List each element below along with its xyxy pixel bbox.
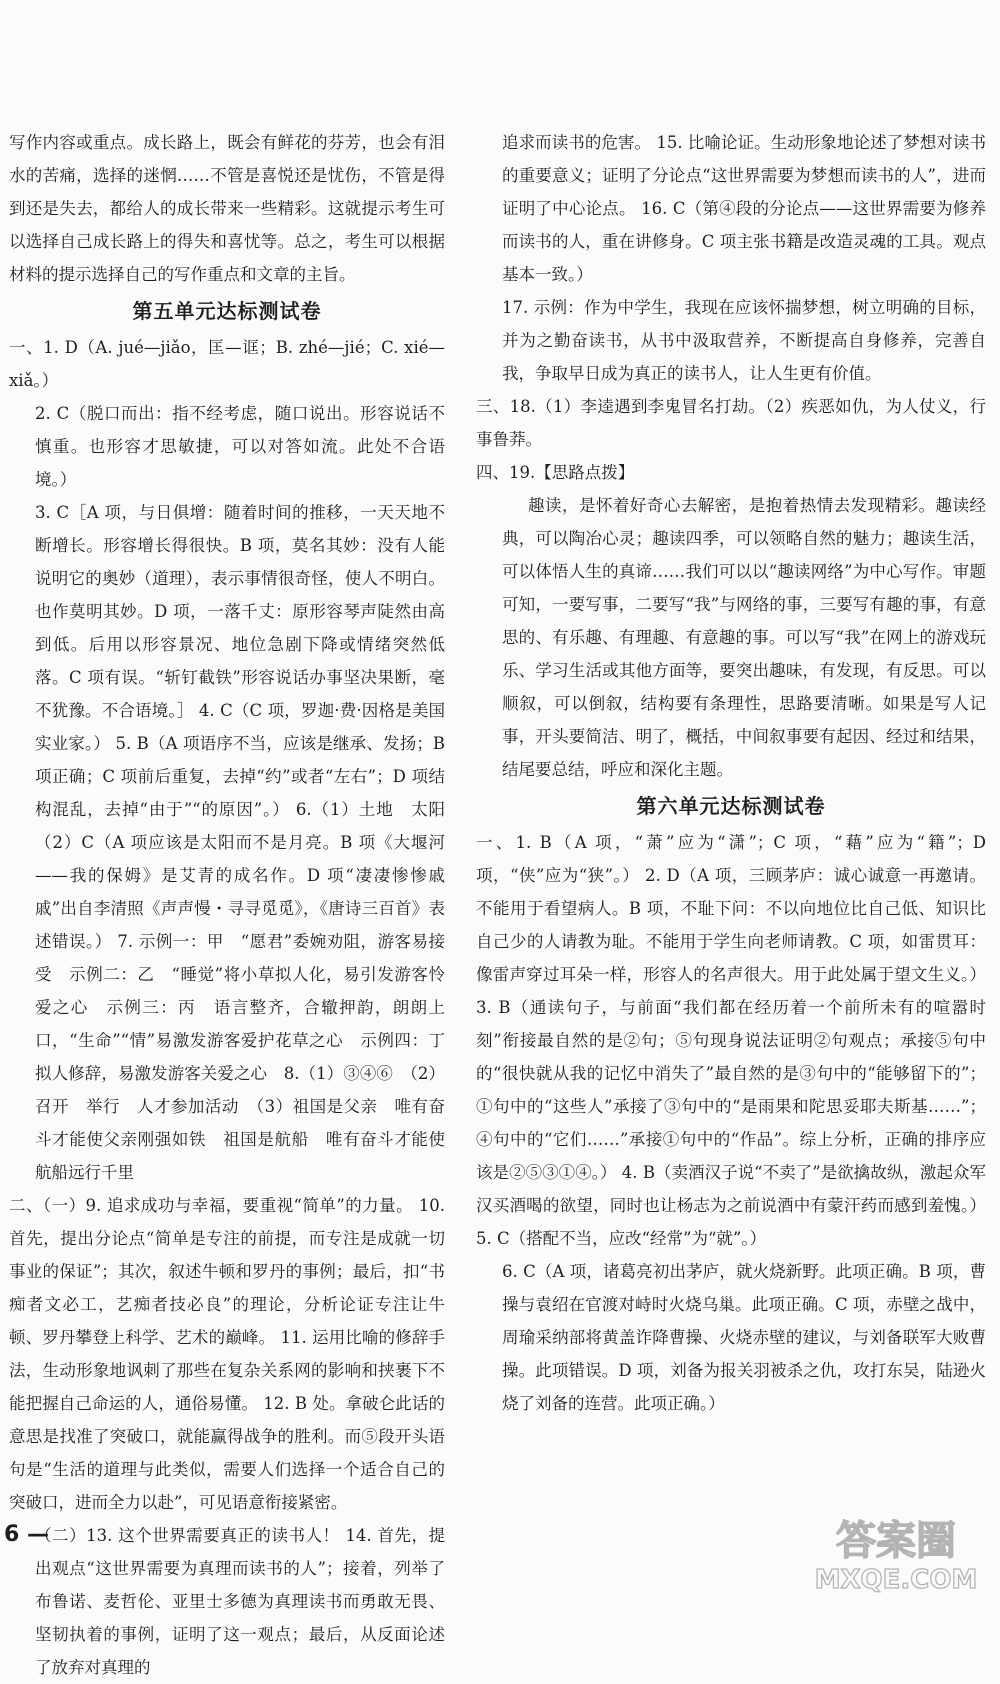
answer-paragraph: 2. C（脱口而出：指不经考虑，随口说出。形容说话不慎重。也形容才思敏捷，可以对答如流。此处不合语境。） [35, 404, 445, 489]
watermark-line1: 答案圈 [836, 1518, 956, 1564]
answer-paragraph: 趣读，是怀着好奇心去解密，是抱着热情去发现精彩。趣读经典，可以陶冶心灵；趣读四季，可以领略自然的魅力；趣读生活，可以体悟人生的真谛……我们可以以“趣读网络”为中心写作。审题可知，一要写事，二要写“我”与网络的事，三要写有趣的事，有意思的、有乐趣、有理趣、有意趣的事。可以写“我”在网上的游戏玩乐、学习生活或其他方面等，要突出趣味，有发现，有反思。可以顺叙，可以倒叙，结构要有条理性，思路要清晰。如果是写人记事，开头要简洁、明了，概括，中间叙事要有起因、经过和结果，结尾要总结，呼应和深化主题。 [502, 496, 986, 779]
section-title: 第五单元达标测试卷 [132, 299, 322, 323]
answer-paragraph: （二）13. 这个世界需要真正的读书人！ 14. 首先，提出观点“这世界需要为真理而读书的人”；接着，列举了布鲁诺、麦哲伦、亚里士多德为真理读书而勇敢无畏、坚韧执着的事例，证明了这一观点；最后，从反面论述了放弃对真理的 [35, 1526, 445, 1677]
answer-paragraph: 一、1. D（A. jué—jiǎo，匡—诓；B. zhé—jié；C. xié—xiǎ。） [9, 338, 445, 390]
watermark-logo [798, 1508, 994, 1596]
answer-paragraph: 3. C［A 项，与日俱增：随着时间的推移，一天天地不断增长。形容增长得很快。B 项，莫名其妙：没有人能说明它的奥妙（道理），表示事情很奇怪，使人不明白。也作莫明其妙。D 项，一落千丈：原形容琴声陡然由高到低。后用以形容景况、地位急剧下降或情绪突然低落。C 项有误。“斩钉截铁”形容说话办事坚决果断，毫不犹豫。不合语境。］ 4. C（C 项，罗迦·费·因格是美国实业家。） 5. B（A 项语序不当，应该是继承、发扬；B 项正确；C 项前后重复，去掉“约”或者“左右”；D 项结构混乱，去掉“由于”“的原因”。） 6.（1）土地 太阳 （2）C（A 项应该是太阳而不是月亮。B 项《大堰河——我的保姆》是艾青的成名作。D 项“凄凄惨惨戚戚”出自李清照《声声慢・寻寻觅觅》，《唐诗三百首》表述错误。） 7. 示例一：甲 “愿君”委婉劝阻，游客易接受 示例二：乙 “睡觉”将小草拟人化，易引发游客怜爱之心 示例三：丙 语言整齐，合辙押韵，朗朗上口，“生命”“情”易激发游客爱护花草之心 示例四：丁 拟人修辞，易激发游客关爱之心 8.（1）③④⑥ （2）召开 举行 人才参加活动 （3）祖国是父亲 唯有奋斗才能使父亲刚强如铁 祖国是航船 唯有奋斗才能使航船远行千里 [35, 503, 462, 1182]
section-title: 第六单元达标测试卷 [636, 794, 826, 818]
answer-paragraph: 三、18.（1）李逵遇到李鬼冒名打劫。（2）疾恶如仇，为人仗义，行事鲁莽。 [476, 397, 986, 449]
answer-paragraph: 二、（一）9. 追求成功与幸福，要重视“简单”的力量。 10. 首先，提出分论点“简单是专注的前提，而专注是成就一切事业的保证”；其次，叙述牛顿和罗丹的事例；最后，扣“书痴者文必工，艺痴者技必良”的理论，分析论证专注让牛顿、罗丹攀登上科学、艺术的巅峰。 11. 运用比喻的修辞手法，生动形象地讽刺了那些在复杂关系网的影响和挟裹下不能把握自己命运的人，通俗易懂。 12. B 处。拿破仑此话的意思是找准了突破口，就能赢得战争的胜利。而⑤段开头语句是“生活的道理与此类似，需要人们选择一个适合自己的突破口，进而全力以赴”，可见语意衔接紧密。 [9, 1196, 445, 1512]
answer-paragraph: 17. 示例：作为中学生，我现在应该怀揣梦想，树立明确的目标，并为之勤奋读书，从书中汲取营养，不断提高自身修养，完善自我，争取早日成为真正的读书人，让人生更有价值。 [502, 298, 986, 383]
answer-paragraph: 一、1. B（A 项，“萧”应为“潇”；C 项，“藉”应为“籍”；D 项，“侠”应为“狭”。） 2. D（A 项，三顾茅庐：诚心诚意一再邀请。不能用于看望病人。B 项，不耻下问：不以向地位比自己低、知识比自己少的人请教为耻。不能用于学生向老师请教。C 项，如雷贯耳：像雷声穿过耳朵一样，形容人的名声很大。用于此处属于望文生义。） 3. B（通读句子，与前面“我们都在经历着一个前所未有的喧嚣时刻”衔接最自然的是②句；⑤句现身说法证明②句观点；承接⑤句中的“很快就从我的记忆中消失了”最自然的是③句中的“能够留下的”；①句中的“这些人”承接了③句中的“是雨果和陀思妥耶夫斯基……”；④句中的“它们……”承接①句中的“作品”。综上分析，正确的排序应该是②⑤③①④。） 4. B（卖酒汉子说“不卖了”是欲擒故纵，激起众军汉买酒喝的欲望，同时也让杨志为之前说酒中有蒙汗药而感到羞愧。） 5. C（搭配不当，应改“经常”为“就”。） [476, 833, 986, 1248]
watermark-line2: MXQE.COM [814, 1565, 978, 1595]
answer-paragraph: 6. C（A 项，诸葛亮初出茅庐，就火烧新野。此项正确。B 项，曹操与袁绍在官渡对峙时火烧乌巢。此项正确。C 项，赤壁之战中，周瑜采纳部将黄盖诈降曹操、火烧赤壁的建议，与刘备联军大败曹操。此项错误。D 项，刘备为报关羽被杀之仇，攻打东吴，陆逊火烧了刘备的连营。此项正确。） [502, 1262, 986, 1413]
answer-paragraph: 追求而读书的危害。 15. 比喻论证。生动形象地论述了梦想对读书的重要意义；证明了分论点“这世界需要为梦想而读书的人”，进而证明了中心论点。 16. C（第④段的分论点——这世界需要为修养而读书的人，重在讲修身。C 项主张书籍是改造灵魂的工具。观点基本一致。） [502, 133, 986, 284]
left-column [9, 126, 462, 1684]
page-number: 6 — [4, 1522, 49, 1547]
answer-paragraph: 四、19.【思路点拨】 [476, 463, 635, 482]
right-column [476, 126, 986, 1420]
answer-paragraph: 写作内容或重点。成长路上，既会有鲜花的芬芳，也会有泪水的苦痛，选择的迷惘……不管是喜悦还是忧伤，不管是得到还是失去，都给人的成长带来一些精彩。这就提示考生可以选择自己成长路上的得失和喜忧等。总之，考生可以根据材料的提示选择自己的写作重点和文章的主旨。 [9, 133, 445, 284]
